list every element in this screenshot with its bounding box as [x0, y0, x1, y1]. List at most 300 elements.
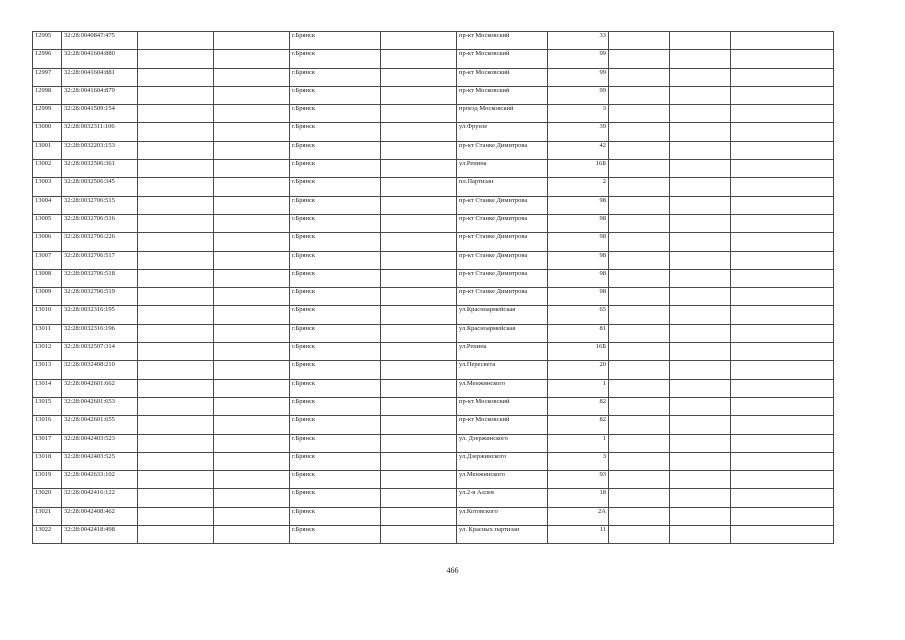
- house-number-cell: 98: [548, 288, 609, 306]
- empty-cell: [731, 288, 834, 306]
- empty-cell: [138, 306, 214, 324]
- cadastral-number-cell: 32:28:0040847:475: [62, 32, 138, 50]
- empty-cell: [214, 214, 290, 232]
- cadastral-number-cell: 32:28:0041604:880: [62, 50, 138, 68]
- cadastral-number-cell: 32:28:0042633:102: [62, 471, 138, 489]
- empty-cell: [609, 50, 670, 68]
- city-cell: г.Брянск: [290, 416, 381, 434]
- empty-cell: [731, 489, 834, 507]
- empty-cell: [609, 416, 670, 434]
- empty-cell: [609, 507, 670, 525]
- empty-cell: [609, 160, 670, 178]
- cadastral-number-cell: 32:28:0032316:195: [62, 306, 138, 324]
- empty-cell: [731, 379, 834, 397]
- empty-cell: [138, 361, 214, 379]
- house-number-cell: 98: [548, 233, 609, 251]
- empty-cell: [138, 196, 214, 214]
- cadastral-number-cell: 32:28:0032311:106: [62, 123, 138, 141]
- empty-cell: [670, 105, 731, 123]
- empty-cell: [381, 251, 457, 269]
- street-cell: ул.2-я Аллея: [457, 489, 548, 507]
- empty-cell: [609, 379, 670, 397]
- empty-cell: [138, 416, 214, 434]
- empty-cell: [731, 452, 834, 470]
- empty-cell: [609, 361, 670, 379]
- house-number-cell: 93: [548, 471, 609, 489]
- city-cell: г.Брянск: [290, 452, 381, 470]
- table-row: [33, 178, 834, 196]
- empty-cell: [731, 507, 834, 525]
- empty-cell: [214, 379, 290, 397]
- empty-cell: [381, 288, 457, 306]
- city-cell: г.Брянск: [290, 397, 381, 415]
- street-cell: пр-кт Станке Димитрова: [457, 214, 548, 232]
- table-row: [33, 105, 834, 123]
- empty-cell: [609, 68, 670, 86]
- empty-cell: [731, 50, 834, 68]
- table-row: [33, 233, 834, 251]
- city-cell: г.Брянск: [290, 343, 381, 361]
- empty-cell: [731, 141, 834, 159]
- row-number-cell: 13013: [33, 361, 62, 379]
- empty-cell: [670, 343, 731, 361]
- empty-cell: [381, 507, 457, 525]
- empty-cell: [138, 397, 214, 415]
- empty-cell: [381, 471, 457, 489]
- row-number-cell: 13007: [33, 251, 62, 269]
- table-row: [33, 489, 834, 507]
- street-cell: ул.Менжинского: [457, 471, 548, 489]
- cadastral-number-cell: 32:28:0042601:653: [62, 397, 138, 415]
- house-number-cell: 82: [548, 416, 609, 434]
- row-number-cell: 12999: [33, 105, 62, 123]
- table-row: [33, 86, 834, 104]
- empty-cell: [138, 123, 214, 141]
- table-row: [33, 214, 834, 232]
- empty-cell: [214, 416, 290, 434]
- city-cell: г.Брянск: [290, 32, 381, 50]
- empty-cell: [609, 324, 670, 342]
- empty-cell: [670, 416, 731, 434]
- empty-cell: [138, 86, 214, 104]
- empty-cell: [381, 397, 457, 415]
- empty-cell: [670, 288, 731, 306]
- empty-cell: [214, 288, 290, 306]
- empty-cell: [609, 141, 670, 159]
- empty-cell: [609, 306, 670, 324]
- house-number-cell: 42: [548, 141, 609, 159]
- empty-cell: [138, 105, 214, 123]
- row-number-cell: 13001: [33, 141, 62, 159]
- row-number-cell: 12996: [33, 50, 62, 68]
- row-number-cell: 13020: [33, 489, 62, 507]
- empty-cell: [670, 214, 731, 232]
- empty-cell: [138, 452, 214, 470]
- street-cell: ул.Котовского: [457, 507, 548, 525]
- empty-cell: [670, 233, 731, 251]
- empty-cell: [381, 123, 457, 141]
- empty-cell: [609, 397, 670, 415]
- empty-cell: [670, 306, 731, 324]
- street-cell: пр-кт Московский: [457, 32, 548, 50]
- house-number-cell: 11: [548, 526, 609, 544]
- house-number-cell: 1: [548, 434, 609, 452]
- street-cell: пр-кт Московский: [457, 68, 548, 86]
- row-number-cell: 13017: [33, 434, 62, 452]
- street-cell: ул.Фрунзе: [457, 123, 548, 141]
- house-number-cell: 99: [548, 68, 609, 86]
- empty-cell: [138, 251, 214, 269]
- row-number-cell: 13016: [33, 416, 62, 434]
- city-cell: г.Брянск: [290, 526, 381, 544]
- empty-cell: [670, 68, 731, 86]
- empty-cell: [381, 489, 457, 507]
- table-row: [33, 343, 834, 361]
- empty-cell: [609, 123, 670, 141]
- empty-cell: [214, 306, 290, 324]
- cadastral-number-cell: 32:28:0032706:517: [62, 251, 138, 269]
- street-cell: ул.Красноармейская: [457, 324, 548, 342]
- empty-cell: [731, 86, 834, 104]
- empty-cell: [214, 489, 290, 507]
- empty-cell: [609, 434, 670, 452]
- city-cell: г.Брянск: [290, 324, 381, 342]
- empty-cell: [138, 178, 214, 196]
- empty-cell: [609, 526, 670, 544]
- house-number-cell: 98: [548, 196, 609, 214]
- empty-cell: [138, 489, 214, 507]
- empty-cell: [381, 105, 457, 123]
- table-row: [33, 50, 834, 68]
- cadastral-number-cell: 32:28:0042403:523: [62, 434, 138, 452]
- house-number-cell: 3: [548, 105, 609, 123]
- empty-cell: [381, 68, 457, 86]
- city-cell: г.Брянск: [290, 105, 381, 123]
- empty-cell: [214, 141, 290, 159]
- empty-cell: [214, 343, 290, 361]
- row-number-cell: 12995: [33, 32, 62, 50]
- empty-cell: [138, 471, 214, 489]
- empty-cell: [214, 507, 290, 525]
- empty-cell: [381, 379, 457, 397]
- city-cell: г.Брянск: [290, 233, 381, 251]
- house-number-cell: 99: [548, 50, 609, 68]
- house-number-cell: 16Б: [548, 343, 609, 361]
- row-number-cell: 13014: [33, 379, 62, 397]
- city-cell: г.Брянск: [290, 68, 381, 86]
- cadastral-number-cell: 32:28:0032706:226: [62, 233, 138, 251]
- empty-cell: [609, 251, 670, 269]
- empty-cell: [214, 251, 290, 269]
- empty-cell: [381, 160, 457, 178]
- empty-cell: [731, 68, 834, 86]
- street-cell: пр-кт Московский: [457, 86, 548, 104]
- house-number-cell: 98: [548, 269, 609, 287]
- empty-cell: [609, 105, 670, 123]
- cadastral-number-cell: 32:28:0032506:361: [62, 160, 138, 178]
- street-cell: пр-кт Московский: [457, 416, 548, 434]
- empty-cell: [214, 50, 290, 68]
- table-row: [33, 526, 834, 544]
- empty-cell: [138, 50, 214, 68]
- house-number-cell: 3: [548, 452, 609, 470]
- city-cell: г.Брянск: [290, 507, 381, 525]
- empty-cell: [670, 397, 731, 415]
- empty-cell: [381, 434, 457, 452]
- empty-cell: [731, 105, 834, 123]
- house-number-cell: 2А: [548, 507, 609, 525]
- street-cell: пр-кт Станке Димитрова: [457, 233, 548, 251]
- table-row: [33, 141, 834, 159]
- street-cell: ул.Менжинского: [457, 379, 548, 397]
- city-cell: г.Брянск: [290, 269, 381, 287]
- house-number-cell: 2: [548, 178, 609, 196]
- house-number-cell: 16Б: [548, 160, 609, 178]
- row-number-cell: 13019: [33, 471, 62, 489]
- empty-cell: [731, 343, 834, 361]
- empty-cell: [609, 489, 670, 507]
- empty-cell: [381, 526, 457, 544]
- cadastral-number-cell: 32:28:0041604:879: [62, 86, 138, 104]
- city-cell: г.Брянск: [290, 379, 381, 397]
- table-row: [33, 361, 834, 379]
- city-cell: г.Брянск: [290, 141, 381, 159]
- row-number-cell: 13018: [33, 452, 62, 470]
- empty-cell: [731, 233, 834, 251]
- table-row: [33, 416, 834, 434]
- cadastral-number-cell: 32:28:0042403:525: [62, 452, 138, 470]
- row-number-cell: 13006: [33, 233, 62, 251]
- empty-cell: [609, 471, 670, 489]
- empty-cell: [609, 32, 670, 50]
- empty-cell: [214, 68, 290, 86]
- empty-cell: [731, 214, 834, 232]
- empty-cell: [214, 526, 290, 544]
- empty-cell: [609, 343, 670, 361]
- empty-cell: [214, 178, 290, 196]
- empty-cell: [214, 86, 290, 104]
- empty-cell: [381, 324, 457, 342]
- empty-cell: [138, 379, 214, 397]
- empty-cell: [381, 214, 457, 232]
- empty-cell: [381, 50, 457, 68]
- row-number-cell: 13009: [33, 288, 62, 306]
- empty-cell: [138, 269, 214, 287]
- empty-cell: [731, 361, 834, 379]
- empty-cell: [609, 214, 670, 232]
- empty-cell: [670, 141, 731, 159]
- empty-cell: [670, 269, 731, 287]
- row-number-cell: 12997: [33, 68, 62, 86]
- row-number-cell: 13012: [33, 343, 62, 361]
- empty-cell: [731, 306, 834, 324]
- empty-cell: [138, 343, 214, 361]
- cadastral-number-cell: 32:28:0042408:462: [62, 507, 138, 525]
- table-row: [33, 324, 834, 342]
- cadastral-number-cell: 32:28:0042601:655: [62, 416, 138, 434]
- empty-cell: [214, 160, 290, 178]
- empty-cell: [670, 379, 731, 397]
- table-row: [33, 68, 834, 86]
- cadastral-number-cell: 32:28:0042601:662: [62, 379, 138, 397]
- street-cell: пр-кт Станке Димитрова: [457, 196, 548, 214]
- empty-cell: [138, 160, 214, 178]
- city-cell: г.Брянск: [290, 196, 381, 214]
- street-cell: пр-кт Станке Димитрова: [457, 288, 548, 306]
- empty-cell: [609, 196, 670, 214]
- row-number-cell: 13015: [33, 397, 62, 415]
- row-number-cell: 13008: [33, 269, 62, 287]
- table-row: [33, 32, 834, 50]
- city-cell: г.Брянск: [290, 361, 381, 379]
- empty-cell: [670, 32, 731, 50]
- empty-cell: [731, 397, 834, 415]
- street-cell: ул. Дзержинского: [457, 434, 548, 452]
- house-number-cell: 33: [548, 32, 609, 50]
- cadastral-number-cell: 32:28:0032706:519: [62, 288, 138, 306]
- page-number: 466: [446, 566, 459, 575]
- street-cell: пр-кт Станке Димитрова: [457, 251, 548, 269]
- empty-cell: [731, 196, 834, 214]
- empty-cell: [670, 361, 731, 379]
- empty-cell: [731, 324, 834, 342]
- empty-cell: [731, 32, 834, 50]
- empty-cell: [731, 416, 834, 434]
- empty-cell: [381, 178, 457, 196]
- city-cell: г.Брянск: [290, 471, 381, 489]
- cadastral-number-cell: 32:28:0041509:154: [62, 105, 138, 123]
- empty-cell: [609, 178, 670, 196]
- empty-cell: [214, 452, 290, 470]
- street-cell: пр-кт Московский: [457, 397, 548, 415]
- empty-cell: [381, 306, 457, 324]
- city-cell: г.Брянск: [290, 123, 381, 141]
- empty-cell: [381, 361, 457, 379]
- empty-cell: [731, 251, 834, 269]
- table-row: [33, 288, 834, 306]
- city-cell: г.Брянск: [290, 489, 381, 507]
- cadastral-number-cell: 32:28:0032706:516: [62, 214, 138, 232]
- cadastral-number-cell: 32:28:0032506:345: [62, 178, 138, 196]
- city-cell: г.Брянск: [290, 50, 381, 68]
- empty-cell: [731, 123, 834, 141]
- city-cell: г.Брянск: [290, 434, 381, 452]
- empty-cell: [670, 507, 731, 525]
- cadastral-number-cell: 32:28:0042416:122: [62, 489, 138, 507]
- empty-cell: [381, 196, 457, 214]
- cadastral-number-cell: 32:28:0032706:518: [62, 269, 138, 287]
- empty-cell: [214, 196, 290, 214]
- empty-cell: [670, 178, 731, 196]
- empty-cell: [138, 233, 214, 251]
- empty-cell: [214, 105, 290, 123]
- row-number-cell: 13011: [33, 324, 62, 342]
- empty-cell: [670, 160, 731, 178]
- empty-cell: [214, 269, 290, 287]
- empty-cell: [214, 361, 290, 379]
- house-number-cell: 98: [548, 251, 609, 269]
- empty-cell: [670, 489, 731, 507]
- empty-cell: [381, 86, 457, 104]
- table-row: [33, 251, 834, 269]
- empty-cell: [670, 434, 731, 452]
- empty-cell: [138, 32, 214, 50]
- empty-cell: [214, 324, 290, 342]
- empty-cell: [670, 471, 731, 489]
- empty-cell: [214, 434, 290, 452]
- cadastral-number-cell: 32:28:0041604:881: [62, 68, 138, 86]
- house-number-cell: 39: [548, 123, 609, 141]
- empty-cell: [731, 471, 834, 489]
- house-number-cell: 1: [548, 379, 609, 397]
- empty-cell: [138, 288, 214, 306]
- street-cell: пл.Партизан: [457, 178, 548, 196]
- empty-cell: [670, 526, 731, 544]
- city-cell: г.Брянск: [290, 306, 381, 324]
- empty-cell: [381, 416, 457, 434]
- cadastral-number-cell: 32:28:0032203:153: [62, 141, 138, 159]
- row-number-cell: 13002: [33, 160, 62, 178]
- cadastral-number-cell: 32:28:0032706:515: [62, 196, 138, 214]
- empty-cell: [381, 343, 457, 361]
- street-cell: ул.Красноармейская: [457, 306, 548, 324]
- empty-cell: [670, 123, 731, 141]
- house-number-cell: 18: [548, 489, 609, 507]
- empty-cell: [381, 452, 457, 470]
- empty-cell: [214, 32, 290, 50]
- city-cell: г.Брянск: [290, 178, 381, 196]
- empty-cell: [609, 269, 670, 287]
- cadastral-number-cell: 32:28:0042418:498: [62, 526, 138, 544]
- empty-cell: [609, 452, 670, 470]
- empty-cell: [381, 269, 457, 287]
- street-cell: пр-кт Станке Димитрова: [457, 141, 548, 159]
- house-number-cell: 82: [548, 397, 609, 415]
- cadastral-number-cell: 32:28:0032316:196: [62, 324, 138, 342]
- empty-cell: [138, 68, 214, 86]
- empty-cell: [214, 471, 290, 489]
- empty-cell: [381, 141, 457, 159]
- empty-cell: [609, 233, 670, 251]
- street-cell: ул.Ренина: [457, 343, 548, 361]
- city-cell: г.Брянск: [290, 214, 381, 232]
- empty-cell: [670, 196, 731, 214]
- empty-cell: [670, 452, 731, 470]
- empty-cell: [731, 178, 834, 196]
- empty-cell: [731, 269, 834, 287]
- empty-cell: [214, 123, 290, 141]
- empty-cell: [731, 160, 834, 178]
- city-cell: г.Брянск: [290, 251, 381, 269]
- table-row: [33, 379, 834, 397]
- empty-cell: [731, 526, 834, 544]
- empty-cell: [609, 288, 670, 306]
- row-number-cell: 13022: [33, 526, 62, 544]
- table-row: [33, 306, 834, 324]
- cadastral-number-cell: 32:28:0032507:314: [62, 343, 138, 361]
- house-number-cell: 81: [548, 324, 609, 342]
- street-cell: ул. Красных партизан: [457, 526, 548, 544]
- street-cell: пр-кт Станке Димитрова: [457, 269, 548, 287]
- city-cell: г.Брянск: [290, 160, 381, 178]
- empty-cell: [670, 324, 731, 342]
- city-cell: г.Брянск: [290, 86, 381, 104]
- empty-cell: [138, 141, 214, 159]
- street-cell: пр-кт Московский: [457, 50, 548, 68]
- empty-cell: [670, 86, 731, 104]
- empty-cell: [381, 233, 457, 251]
- registry-table: [32, 31, 834, 544]
